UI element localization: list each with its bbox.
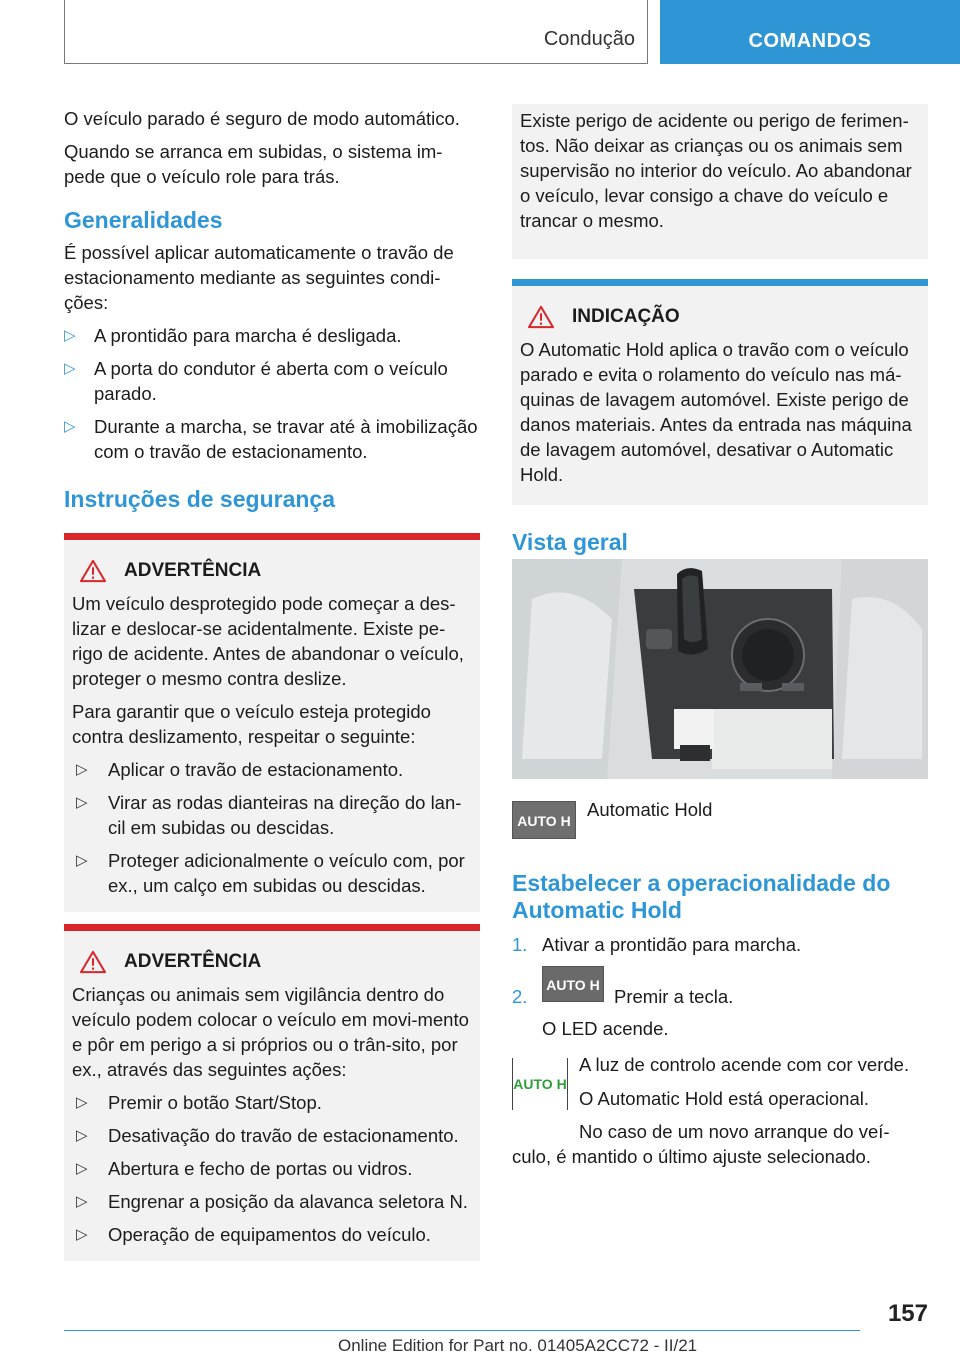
- warning-text: Para garantir que o veículo esteja protegido contra deslizamento, respeitar o seguinte:: [72, 701, 431, 747]
- auto-h-button-icon: AUTO H: [542, 966, 604, 1002]
- bullet-triangle-icon: ▷: [64, 360, 76, 377]
- list-item: ▷ Aplicar o travão de estacionamento.: [76, 759, 404, 780]
- footer-edition: Online Edition for Part no. 01405A2CC72 - II/21: [338, 1336, 698, 1355]
- page-number: 157: [887, 1300, 928, 1327]
- bullet-triangle-icon: ▷: [76, 1160, 88, 1177]
- list-item: ▷ Operação de equipamentos do veículo.: [76, 1224, 431, 1245]
- note-title: INDICAÇÃO: [572, 306, 680, 327]
- establish-heading: Estabelecer a operacionalidade do Automatic Hold: [512, 870, 891, 923]
- right-column: [512, 104, 928, 562]
- safety-heading: Instruções de segurança: [64, 486, 335, 512]
- warning-text: Um veículo desprotegido pode começar a des-lizar e deslocar-se acidentalmente. Existe pe-rigo de acidente. Antes de abandonar o veículo, proteger o mesmo contra deslize.: [72, 593, 464, 689]
- note-text: O Automatic Hold aplica o travão com o veículo parado e evita o rolamento do veículo nas má-quinas de lavagem automóvel. Existe perigo de danos materiais. Antes da entrada nas máquina de lavagem automóvel, desativar o Automatic Hold.: [520, 339, 912, 485]
- bullet-triangle-icon: ▷: [76, 1094, 88, 1111]
- center-console-photo: [512, 559, 928, 779]
- list-item: ▷ Premir o botão Start/Stop.: [76, 1092, 322, 1113]
- intro-paragraph: Quando se arranca em subidas, o sistema im-pede que o veículo role para trás.: [64, 141, 443, 187]
- indicator-text: No caso de um novo arranque do veí-culo, é mantido o último ajuste selecionado.: [512, 1121, 890, 1167]
- warning-title: ADVERTÊNCIA: [124, 560, 262, 581]
- bullet-triangle-icon: ▷: [76, 1127, 88, 1144]
- intro-paragraph: O veículo parado é seguro de modo automático.: [64, 108, 460, 129]
- warning-title: ADVERTÊNCIA: [124, 951, 262, 972]
- list-item: ▷ Proteger adicionalmente o veículo com, por ex., um calço em subidas ou descidas.: [76, 850, 465, 896]
- footer-divider: [64, 1330, 860, 1331]
- button-caption: Automatic Hold: [587, 799, 713, 820]
- warning-box: [64, 533, 480, 912]
- bullet-triangle-icon: ▷: [76, 1193, 88, 1210]
- warning-continued-text: Existe perigo de acidente ou perigo de ferimen-tos. Não deixar as crianças ou os animais sem supervisão no interior do veículo. Ao abandonar o veículo, levar consigo a chave do veículo e trancar o mesmo.: [512, 104, 928, 259]
- bullet-triangle-icon: ▷: [76, 794, 88, 811]
- header-section-box: [64, 0, 648, 64]
- list-item: ▷ Abertura e fecho de portas ou vidros.: [76, 1158, 413, 1179]
- warning-triangle-icon: [78, 559, 108, 583]
- general-heading: Generalidades: [64, 207, 223, 233]
- warning-text: Crianças ou animais sem vigilância dentro do veículo podem colocar o veículo em movi-mento e pôr em perigo a si próprios ou o trân-sito, por ex., através das seguintes ações:: [72, 984, 469, 1080]
- bullet-triangle-icon: ▷: [76, 1226, 88, 1243]
- list-item: ▷ A prontidão para marcha é desligada.: [64, 325, 402, 346]
- bullet-triangle-icon: ▷: [64, 418, 76, 435]
- warning-box: [64, 924, 480, 1261]
- warning-triangle-icon: [526, 305, 556, 329]
- bullet-triangle-icon: ▷: [64, 327, 76, 344]
- general-text: É possível aplicar automaticamente o travão de estacionamento mediante as seguintes condi-ções:: [64, 242, 454, 313]
- list-item: ▷ Virar as rodas dianteiras na direção do lan-cil em subidas ou descidas.: [76, 792, 462, 838]
- step-text: Ativar a prontidão para marcha.: [542, 934, 802, 955]
- left-column: [64, 106, 480, 1261]
- step-number: 1.: [512, 934, 528, 955]
- indicator-text: O Automatic Hold está operacional.: [579, 1088, 869, 1109]
- warning-triangle-icon: [78, 950, 108, 974]
- indicator-text: A luz de controlo acende com cor verde.: [579, 1054, 910, 1075]
- auto-h-indicator-icon: AUTO H: [512, 1058, 568, 1110]
- led-text: O LED acende.: [542, 1018, 669, 1039]
- bullet-triangle-icon: ▷: [76, 852, 88, 869]
- list-item: ▷ Desativação do travão de estacionamento.: [76, 1125, 459, 1146]
- auto-h-button-icon: AUTO H: [512, 801, 576, 839]
- list-item: ▷ A porta do condutor é aberta com o veículo parado.: [64, 358, 448, 404]
- step-text: Premir a tecla.: [614, 986, 734, 1007]
- note-box: [512, 279, 928, 505]
- bullet-triangle-icon: ▷: [76, 761, 88, 778]
- list-item: ▷ Durante a marcha, se travar até à imobilização com o travão de estacionamento.: [64, 416, 478, 462]
- header-section-title: Condução: [543, 28, 635, 50]
- step-number: 2.: [512, 986, 528, 1007]
- list-item: ▷ Engrenar a posição da alavanca seletora N.: [76, 1191, 468, 1212]
- header-chapter-tab: COMANDOS: [660, 0, 960, 64]
- overview-heading: Vista geral: [512, 529, 628, 555]
